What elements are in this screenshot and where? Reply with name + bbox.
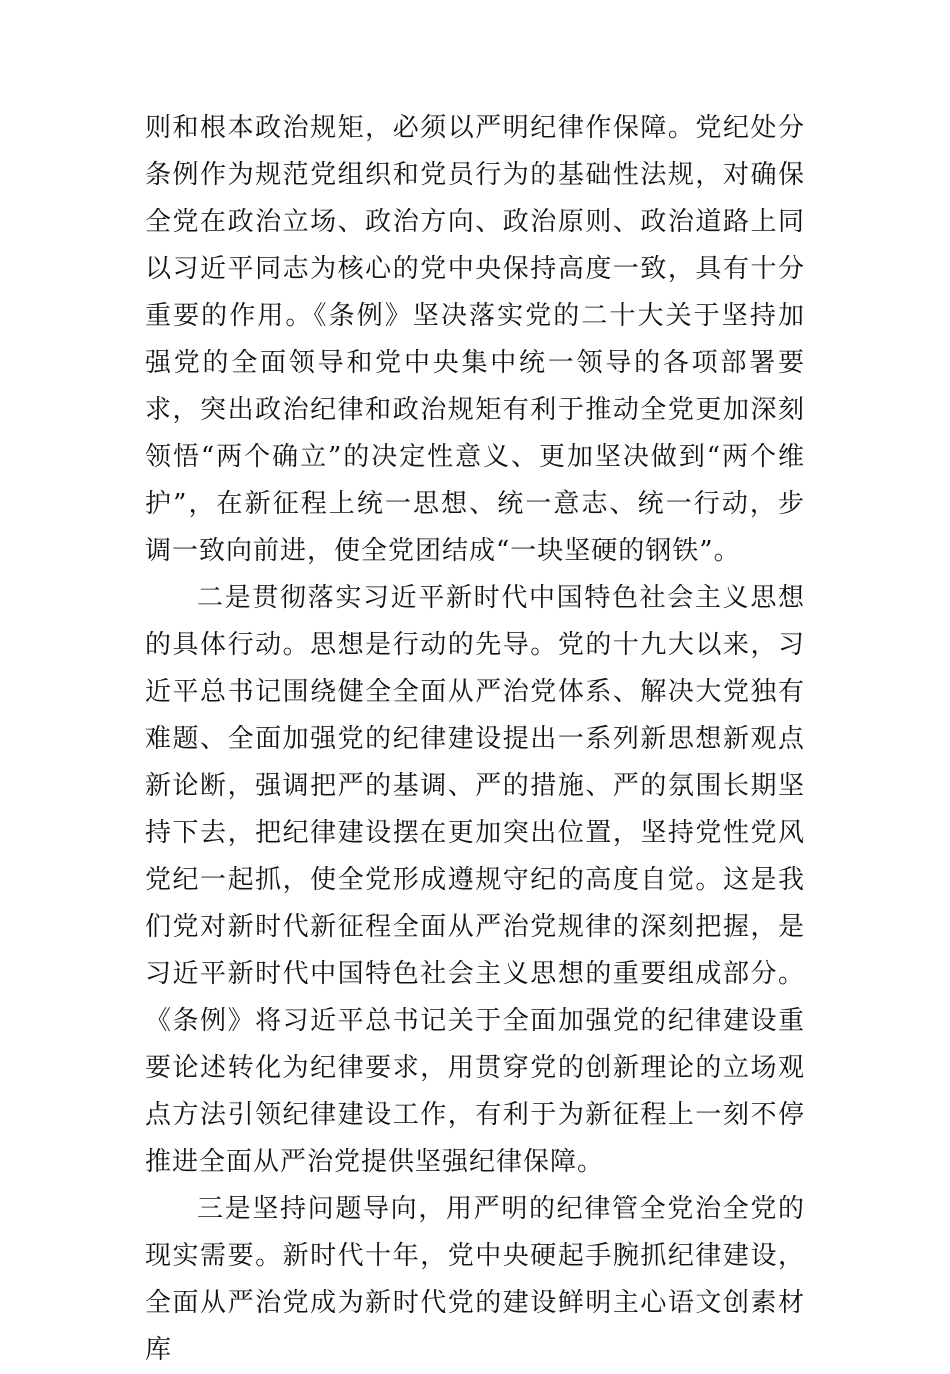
document-page	[145, 105, 805, 1374]
paragraph-point-two: 二是贯彻落实习近平新时代中国特色社会主义思想的具体行动。思想是行动的先导。党的十九大以来，习近平总书记围绕健全全面从严治党体系、解决大党独有难题、全面加强党的纪律建设提出一系列新思想新观点新论断，强调把严的基调、严的措施、严的氛围长期坚持下去，把纪律建设摆在更加突出位置，坚持党性党风党纪一起抓，使全党形成遵规守纪的高度自觉。这是我们党对新时代新征程全面从严治党规律的深刻把握，是习近平新时代中国特色社会主义思想的重要组成部分。《条例》将习近平总书记关于全面加强党的纪律建设重要论述转化为纪律要求，用贯穿党的创新理论的立场观点方法引领纪律建设工作，有利于为新征程上一刻不停推进全面从严治党提供坚强纪律保障。	[145, 583, 805, 1177]
paragraph-point-three: 三是坚持问题导向，用严明的纪律管全党治全党的现实需要。新时代十年，党中央硬起手腕抓纪律建设，全面从严治党成为新时代党的建设鲜明主心语文创素材库	[145, 1194, 805, 1365]
paragraph-continuation: 则和根本政治规矩，必须以严明纪律作保障。党纪处分条例作为规范党组织和党员行为的基础性法规，对确保全党在政治立场、政治方向、政治原则、政治道路上同以习近平同志为核心的党中央保持高度一致，具有十分重要的作用。《条例》坚决落实党的二十大关于坚持加强党的全面领导和党中央集中统一领导的各项部署要求，突出政治纪律和政治规矩有利于推动全党更加深刻领悟“两个确立”的决定性意义、更加坚决做到“两个维护”，在新征程上统一思想、统一意志、统一行动，步调一致向前进，使全党团结成“一块坚硬的钢铁”。	[145, 113, 805, 566]
